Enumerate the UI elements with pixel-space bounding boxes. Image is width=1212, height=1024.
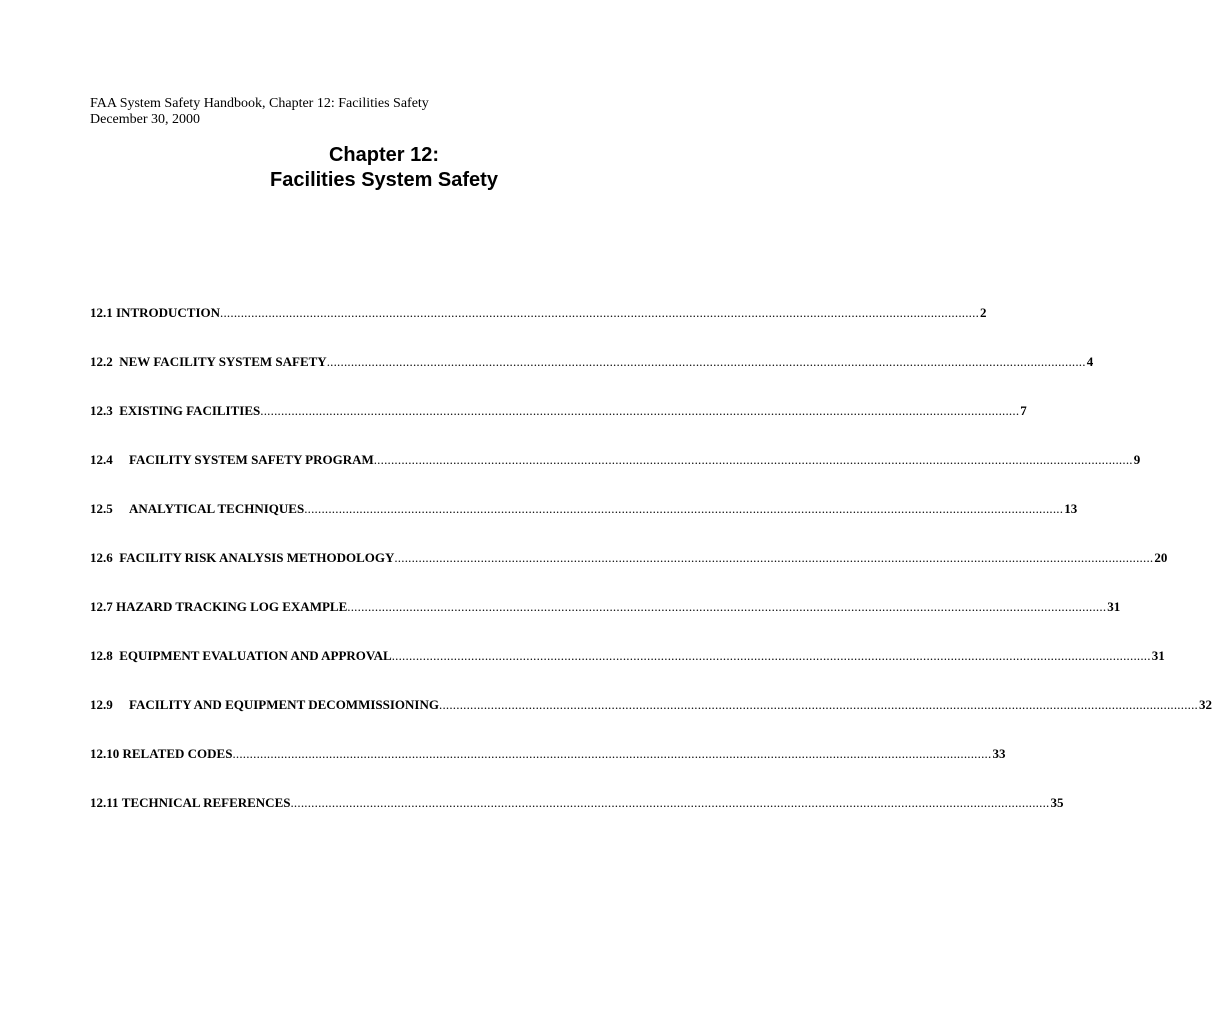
toc-entry[interactable] xyxy=(90,549,1168,598)
chapter-number: Chapter 12: xyxy=(328,144,440,166)
page-header xyxy=(90,96,429,128)
toc-page-number: 4 xyxy=(1086,354,1094,369)
toc-page-number: 2 xyxy=(980,305,987,320)
toc-page-number: 7 xyxy=(1020,403,1027,418)
toc-leader-dots: ............................................................................................................................................................................................................................ xyxy=(304,501,1064,516)
toc-entry[interactable] xyxy=(90,353,1094,402)
toc-leader-dots: ............................................................................................................................................................................................................................ xyxy=(220,305,980,320)
toc-section-title: FACILITY AND EQUIPMENT DECOMMISSIONING xyxy=(129,697,439,712)
toc-section-number: 12.10 xyxy=(90,746,123,761)
toc-entry[interactable] xyxy=(90,402,1027,451)
toc-leader-dots: ............................................................................................................................................................................................................................ xyxy=(326,354,1086,369)
toc-leader-dots: ............................................................................................................................................................................................................................ xyxy=(232,746,992,761)
toc-entry[interactable] xyxy=(90,647,1165,696)
toc-page-number: 9 xyxy=(1133,452,1141,467)
toc-page-number: 31 xyxy=(1151,648,1165,663)
toc-page-number: 32 xyxy=(1199,697,1212,712)
toc-leader-dots: ............................................................................................................................................................................................................................ xyxy=(260,403,1020,418)
chapter-name: Facilities System Safety xyxy=(270,169,498,191)
toc-entry[interactable] xyxy=(90,598,1121,647)
toc-entry[interactable] xyxy=(90,696,1212,745)
toc-leader-dots: ............................................................................................................................................................................................................................ xyxy=(373,452,1133,467)
table-of-contents xyxy=(90,304,1212,843)
toc-section-number: 12.11 xyxy=(90,795,122,810)
toc-page-number: 33 xyxy=(992,746,1006,761)
toc-section-title: FACILITY SYSTEM SAFETY PROGRAM xyxy=(129,452,374,467)
toc-entry[interactable] xyxy=(90,304,987,353)
toc-section-number: 12.7 xyxy=(90,599,116,614)
toc-page-number: 20 xyxy=(1154,550,1168,565)
toc-entry[interactable] xyxy=(90,745,1006,794)
toc-leader-dots: ............................................................................................................................................................................................................................ xyxy=(391,648,1151,663)
toc-section-number: 12.3 xyxy=(90,403,120,418)
toc-leader-dots: ............................................................................................................................................................................................................................ xyxy=(347,599,1107,614)
toc-section-number: 12.8 xyxy=(90,648,120,663)
toc-entry[interactable] xyxy=(90,451,1141,500)
toc-leader-dots: ............................................................................................................................................................................................................................ xyxy=(290,795,1050,810)
toc-section-number: 12.1 xyxy=(90,305,116,320)
toc-section-title: EXISTING FACILITIES xyxy=(119,403,261,418)
toc-section-title: NEW FACILITY SYSTEM SAFETY xyxy=(119,354,327,369)
toc-section-title: INTRODUCTION xyxy=(116,305,221,320)
toc-page-number: 31 xyxy=(1107,599,1121,614)
toc-leader-dots: ............................................................................................................................................................................................................................ xyxy=(439,697,1198,712)
chapter-title xyxy=(0,143,768,193)
toc-section-title: ANALYTICAL TECHNIQUES xyxy=(129,501,305,516)
toc-section-title: FACILITY RISK ANALYSIS METHODOLOGY xyxy=(119,550,395,565)
toc-leader-dots: ............................................................................................................................................................................................................................ xyxy=(394,550,1154,565)
toc-section-title: RELATED CODES xyxy=(122,746,233,761)
toc-section-number: 12.2 xyxy=(90,354,120,369)
header-document-title: FAA System Safety Handbook, Chapter 12: Facilities Safety xyxy=(90,96,429,111)
toc-section-number: 12.5 xyxy=(90,501,129,516)
toc-entry[interactable] xyxy=(90,500,1078,549)
toc-section-number: 12.6 xyxy=(90,550,120,565)
toc-section-number: 12.9 xyxy=(90,697,129,712)
toc-section-title: HAZARD TRACKING LOG EXAMPLE xyxy=(116,599,348,614)
toc-entry[interactable] xyxy=(90,794,1064,843)
toc-page-number: 35 xyxy=(1050,795,1064,810)
header-date: December 30, 2000 xyxy=(90,112,201,127)
toc-section-title: EQUIPMENT EVALUATION AND APPROVAL xyxy=(119,648,392,663)
toc-section-title: TECHNICAL REFERENCES xyxy=(121,795,291,810)
toc-section-number: 12.4 xyxy=(90,452,129,467)
toc-page-number: 13 xyxy=(1064,501,1078,516)
